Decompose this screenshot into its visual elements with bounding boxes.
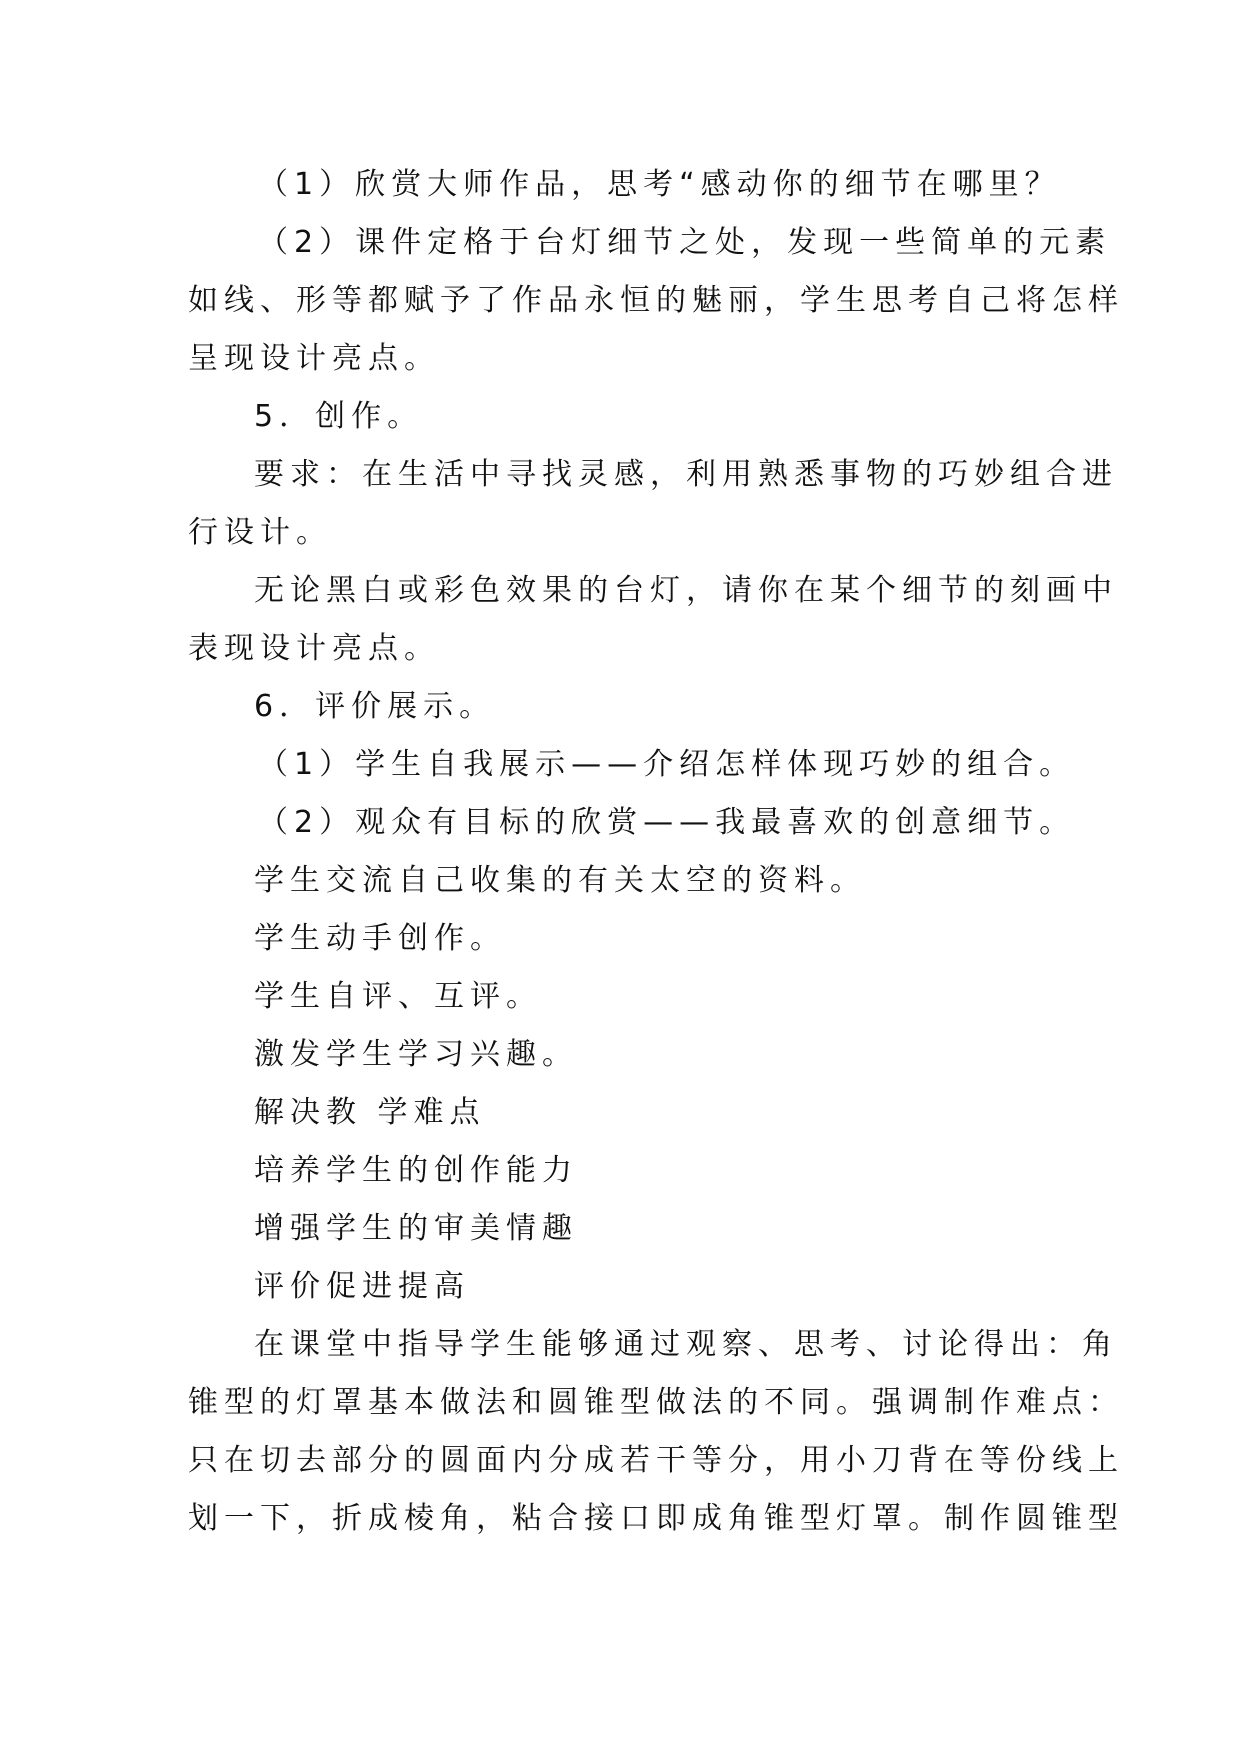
- section-heading: 6．评价展示。: [254, 689, 496, 724]
- paragraph-line: 激发学生学习兴趣。: [254, 1037, 578, 1072]
- paragraph-line: 学生动手创作。: [254, 921, 506, 956]
- paragraph-line: 表现设计亮点。: [188, 631, 440, 666]
- paragraph-line: 呈现设计亮点。: [188, 341, 440, 376]
- paragraph-line: （1）学生自我展示——介绍怎样体现巧妙的组合。: [258, 747, 1076, 782]
- paragraph-line: 划一下，折成棱角，粘合接口即成角锥型灯罩。制作圆锥型: [188, 1501, 1124, 1536]
- paragraph-line: 学生交流自己收集的有关太空的资料。: [254, 863, 866, 898]
- paragraph-line: （2）观众有目标的欣赏——我最喜欢的创意细节。: [258, 805, 1076, 840]
- paragraph-line: 培养学生的创作能力: [254, 1153, 578, 1188]
- paragraph-line: 如线、形等都赋予了作品永恒的魅丽，学生思考自己将怎样: [188, 283, 1124, 318]
- paragraph-line: 要求：在生活中寻找灵感，利用熟悉事物的巧妙组合进: [254, 457, 1118, 492]
- paragraph-line: （2）课件定格于台灯细节之处，发现一些简单的元素: [258, 225, 1112, 260]
- paragraph-line: 只在切去部分的圆面内分成若干等分，用小刀背在等份线上: [188, 1443, 1124, 1478]
- paragraph-line: 评价促进提高: [254, 1269, 470, 1304]
- paragraph-line: 增强学生的审美情趣: [254, 1211, 578, 1246]
- paragraph-line: 学生自评、互评。: [254, 979, 542, 1014]
- paragraph-line: 锥型的灯罩基本做法和圆锥型做法的不同。强调制作难点：: [188, 1385, 1124, 1420]
- paragraph-line: 无论黑白或彩色效果的台灯，请你在某个细节的刻画中: [254, 573, 1118, 608]
- paragraph-line: 在课堂中指导学生能够通过观察、思考、讨论得出：角: [254, 1327, 1118, 1362]
- section-heading: 5．创作。: [254, 399, 424, 434]
- paragraph-line: 解决教 学难点: [254, 1095, 486, 1130]
- paragraph-line: 行设计。: [188, 515, 332, 550]
- paragraph-line: （1）欣赏大师作品，思考“感动你的细节在哪里？: [258, 167, 1061, 202]
